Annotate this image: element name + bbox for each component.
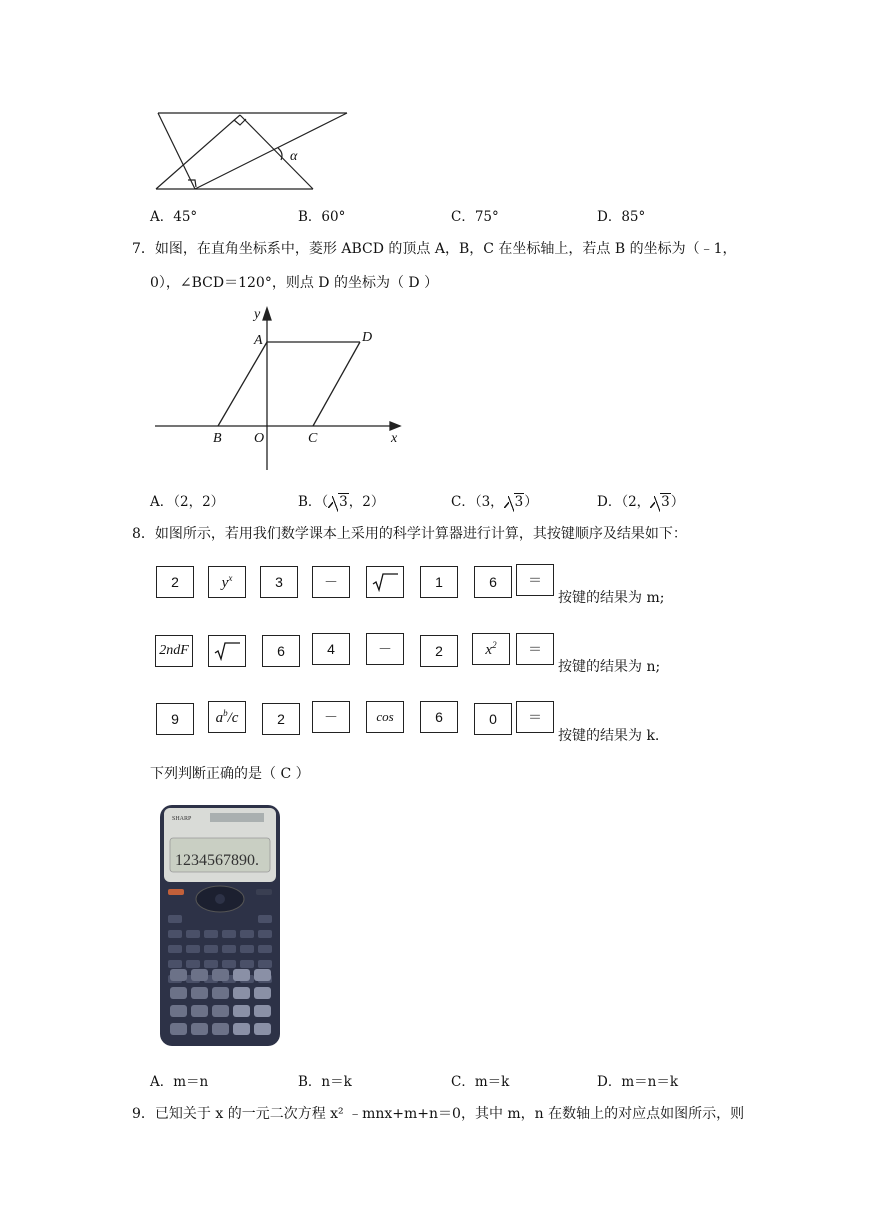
key-equals: ＝ [516,564,554,596]
key-6: 6 [262,635,300,667]
key-1: 1 [420,566,458,598]
q7-option-d-suffix: ） [670,494,685,510]
q7-option-c-prefix: C．（3， [451,494,504,510]
calculator-function-key [168,960,182,968]
point-c-label: C [308,431,318,446]
sqrt-icon [371,572,399,592]
calculator-number-key [233,1005,250,1017]
key-sqrt [208,635,246,667]
key-3: 3 [260,566,298,598]
q8-option-a[interactable]: A．m＝n [150,1074,209,1090]
row1-result-text: 按键的结果为 m; [558,590,665,606]
x-axis-label: x [391,431,398,446]
q8-judge-text: 下列判断正确的是（ C ） [150,766,310,782]
alpha-label: α [290,149,298,164]
q7-option-d-prefix: D．（2， [597,494,651,510]
key-6: 6 [474,566,512,598]
q7-option-b[interactable] [298,490,384,510]
calculator-brand: SHARP [172,816,192,822]
key-x-squared: $x^2$ [472,633,510,665]
q6-option-a[interactable]: A．45° [150,209,198,225]
key-equals: ＝ [516,701,554,733]
calculator-function-key [222,960,236,968]
key-sqrt [366,566,404,598]
calculator-number-key [254,987,271,999]
calculator-display-value: 1234567890. [175,852,259,869]
q6-option-c[interactable]: C．75° [451,209,499,225]
calculator-function-key [258,915,272,923]
q6-option-b[interactable]: B．60° [298,209,346,225]
calculator-function-key [168,915,182,923]
row2-result-text: 按键的结果为 n; [558,659,661,675]
q6-option-d[interactable]: D．85° [597,209,646,225]
calculator-number-key [254,1023,271,1035]
key-2: 2 [420,635,458,667]
calculator-number-key [254,1005,271,1017]
key-6: 6 [420,701,458,733]
calculator-number-key [191,987,208,999]
q7-option-c[interactable] [451,490,538,510]
point-a-label: A [254,333,263,348]
calculator-function-key [186,930,200,938]
y-axis-label: y [254,307,261,322]
key-fraction: $a^b/c$ [208,701,246,733]
q8-option-b[interactable]: B．n＝k [298,1074,352,1090]
key-minus: － [312,566,350,598]
calculator-number-key [170,969,187,981]
q7-option-b-suffix: ，2） [348,494,385,510]
sqrt-symbol [504,494,525,510]
calculator-number-key [212,987,229,999]
calculator-function-key [258,945,272,953]
q7-option-d-radicand: 3 [661,494,670,510]
key-2ndf: 2ndF [155,635,193,667]
calculator-function-key [204,930,218,938]
key-2: 2 [156,566,194,598]
calculator-number-key [233,1023,250,1035]
calculator-function-key [168,930,182,938]
key-minus: － [366,633,404,665]
calculator-number-key [170,1023,187,1035]
key-minus: － [312,701,350,733]
sqrt-symbol [328,494,349,510]
q8-stem: 8．如图所示，若用我们数学课本上采用的科学计算器进行计算，其按键顺序及结果如下： [132,526,687,542]
q7-option-c-radicand: 3 [514,494,524,510]
point-d-label: D [362,330,373,345]
key-2: 2 [262,703,300,735]
calculator-function-key [222,945,236,953]
q7-rhombus-figure [150,302,410,474]
calculator-number-key [233,987,250,999]
q7-option-c-suffix: ） [524,494,538,510]
q7-stem-line1: 7．如图，在直角坐标系中，菱形 ABCD 的顶点 A，B，C 在坐标轴上，若点 B 的坐标为（﹣1， [132,241,737,257]
row3-result-text: 按键的结果为 k. [558,728,660,744]
calculator-number-key [212,1023,229,1035]
q7-option-b-radicand: 3 [339,494,348,510]
calculator-function-key [186,960,200,968]
sqrt-symbol [650,494,671,510]
key-4: 4 [312,633,350,665]
q7-option-a[interactable]: A．（2，2） [150,494,225,510]
calculator-number-key [212,969,229,981]
calculator-number-key [233,969,250,981]
calculator-number-key [191,1005,208,1017]
q6-triangle-figure [150,108,360,194]
calculator-function-key [258,930,272,938]
calculator-function-key [240,930,254,938]
calculator-number-key [254,969,271,981]
q7-option-d[interactable] [597,490,684,510]
q7-stem-line2: 0），∠BCD＝120°，则点 D 的坐标为（ D ） [150,275,439,291]
point-o-label: O [254,431,265,446]
calculator-function-key [258,960,272,968]
calculator-number-key [170,987,187,999]
q7-option-b-prefix: B．（ [298,494,329,510]
calculator-function-key [240,960,254,968]
calculator-number-key [191,969,208,981]
calculator-function-key [168,945,182,953]
calculator-image [158,803,282,1048]
calculator-function-key [240,945,254,953]
calculator-function-key [204,945,218,953]
key-0: 0 [474,703,512,735]
point-b-label: B [213,431,222,446]
q8-option-c[interactable]: C．m＝k [451,1074,510,1090]
calculator-number-key [170,1005,187,1017]
calculator-function-key [222,930,236,938]
key-equals: ＝ [516,633,554,665]
key-9: 9 [156,703,194,735]
calculator-number-key [212,1005,229,1017]
q9-stem: 9．已知关于 x 的一元二次方程 x² ﹣mnx+m+n＝0，其中 m，n 在数轴上的对应点如图所示，则 [132,1106,745,1122]
key-cos: cos [366,701,404,733]
calculator-function-key [186,945,200,953]
calculator-function-key [204,960,218,968]
sqrt-icon [213,641,241,661]
q8-option-d[interactable]: D．m＝n＝k [597,1074,678,1090]
key-y-power-x: $y^x$ [208,566,246,598]
calculator-number-key [191,1023,208,1035]
